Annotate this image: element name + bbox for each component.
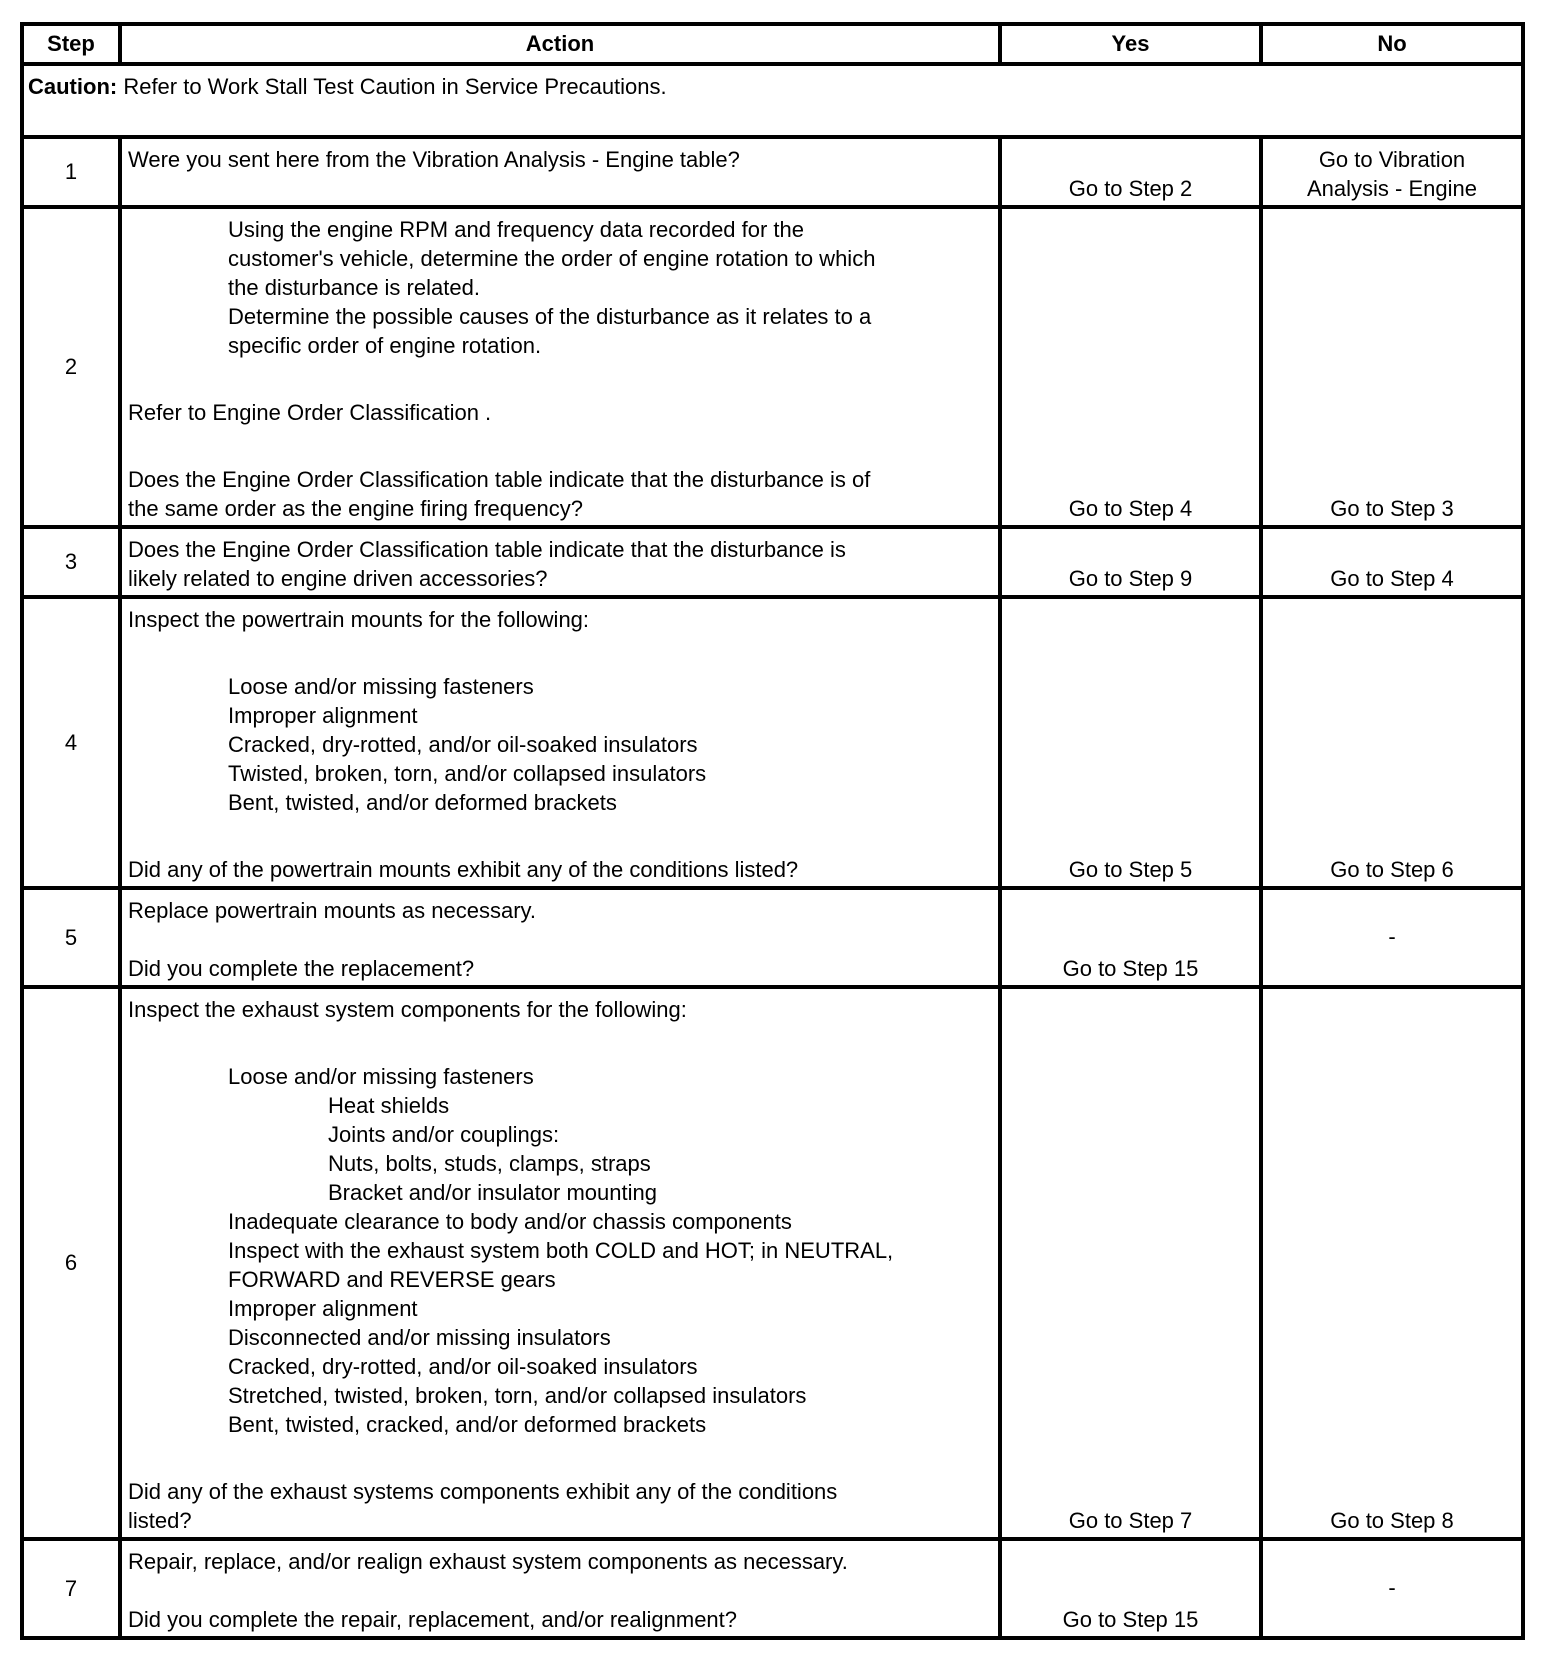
caution-label: Caution: bbox=[28, 74, 118, 99]
action-line: Replace powertrain mounts as necessary. bbox=[128, 898, 537, 923]
action-text: Were you sent here from the Vibration Analysis - Engine table? bbox=[128, 147, 740, 172]
diagnostic-table bbox=[20, 22, 1525, 1640]
caution-text: Refer to Work Stall Test Caution in Service Precautions. bbox=[117, 74, 667, 99]
action-line: specific order of engine rotation. bbox=[228, 333, 542, 358]
sub-list-item: Nuts, bolts, studs, clamps, straps bbox=[328, 1151, 651, 1176]
no-cell: - bbox=[1261, 1539, 1523, 1638]
header-row bbox=[22, 24, 1523, 64]
list-item: Twisted, broken, torn, and/or collapsed insulators bbox=[228, 761, 707, 786]
header-yes: Yes bbox=[1000, 24, 1261, 64]
sub-list-item: Heat shields bbox=[328, 1093, 450, 1118]
sub-list-item: Joints and/or couplings: bbox=[328, 1122, 560, 1147]
list-item: Bent, twisted, cracked, and/or deformed brackets bbox=[228, 1412, 707, 1437]
header-no: No bbox=[1261, 24, 1523, 64]
list-item: Bent, twisted, and/or deformed brackets bbox=[228, 790, 617, 815]
list-item: Improper alignment bbox=[228, 703, 418, 728]
table-row bbox=[22, 888, 1523, 987]
yes-cell: Go to Step 9 bbox=[1000, 527, 1261, 597]
step-number: 3 bbox=[22, 527, 120, 597]
step-number: 1 bbox=[22, 137, 120, 207]
no-cell: Go to Step 6 bbox=[1261, 597, 1523, 888]
step-number: 6 bbox=[22, 987, 120, 1539]
action-line: Determine the possible causes of the disturbance as it relates to a bbox=[228, 304, 872, 329]
action-intro: Inspect the powertrain mounts for the following: bbox=[128, 607, 590, 632]
action-line: customer's vehicle, determine the order of engine rotation to which bbox=[228, 246, 876, 271]
question-line: Did you complete the replacement? bbox=[128, 956, 475, 981]
no-cell: - bbox=[1261, 888, 1523, 987]
question-line: Does the Engine Order Classification table indicate that the disturbance is of bbox=[128, 467, 871, 492]
list-item: Inspect with the exhaust system both COLD and HOT; in NEUTRAL, bbox=[228, 1238, 894, 1263]
list-item: Disconnected and/or missing insulators bbox=[228, 1325, 611, 1350]
caution-cell bbox=[22, 64, 1523, 137]
header-step: Step bbox=[22, 24, 120, 64]
list-item: Loose and/or missing fasteners bbox=[228, 1064, 534, 1089]
action-cell bbox=[120, 888, 1000, 987]
list-item: Loose and/or missing fasteners bbox=[228, 674, 534, 699]
action-line: the disturbance is related. bbox=[228, 275, 480, 300]
yes-cell: Go to Step 15 bbox=[1000, 888, 1261, 987]
action-line: Repair, replace, and/or realign exhaust system components as necessary. bbox=[128, 1549, 848, 1574]
action-cell bbox=[120, 987, 1000, 1539]
no-text-line: Go to Vibration bbox=[1318, 147, 1466, 172]
step-number: 7 bbox=[22, 1539, 120, 1638]
step-number: 4 bbox=[22, 597, 120, 888]
list-item: Cracked, dry-rotted, and/or oil-soaked insulators bbox=[228, 732, 698, 757]
question-line: Did any of the powertrain mounts exhibit any of the conditions listed? bbox=[128, 857, 799, 882]
refer-text: Refer to Engine Order Classification . bbox=[128, 400, 492, 425]
step-number: 2 bbox=[22, 207, 120, 527]
list-item: Cracked, dry-rotted, and/or oil-soaked insulators bbox=[228, 1354, 698, 1379]
list-item: FORWARD and REVERSE gears bbox=[228, 1267, 556, 1292]
question-line: likely related to engine driven accessories? bbox=[128, 566, 548, 591]
no-text-line: Analysis - Engine bbox=[1307, 176, 1477, 201]
question-line: listed? bbox=[128, 1508, 192, 1533]
yes-cell: Go to Step 2 bbox=[1000, 137, 1261, 207]
indented-block bbox=[128, 215, 992, 360]
sub-list bbox=[228, 1091, 992, 1207]
no-cell bbox=[1261, 137, 1523, 207]
list-item: Inadequate clearance to body and/or chassis components bbox=[228, 1209, 792, 1234]
step-number: 5 bbox=[22, 888, 120, 987]
action-cell bbox=[120, 137, 1000, 207]
yes-cell: Go to Step 15 bbox=[1000, 1539, 1261, 1638]
table-row bbox=[22, 987, 1523, 1539]
question-line: Does the Engine Order Classification table indicate that the disturbance is bbox=[128, 537, 846, 562]
action-line: Using the engine RPM and frequency data recorded for the bbox=[228, 217, 805, 242]
sub-list-item: Bracket and/or insulator mounting bbox=[328, 1180, 657, 1205]
table-row bbox=[22, 527, 1523, 597]
condition-list bbox=[128, 1062, 992, 1439]
list-item: Stretched, twisted, broken, torn, and/or collapsed insulators bbox=[228, 1383, 807, 1408]
table-row bbox=[22, 597, 1523, 888]
table-row bbox=[22, 137, 1523, 207]
table-row bbox=[22, 1539, 1523, 1638]
yes-cell: Go to Step 4 bbox=[1000, 207, 1261, 527]
action-cell bbox=[120, 527, 1000, 597]
action-intro: Inspect the exhaust system components for the following: bbox=[128, 997, 687, 1022]
no-cell: Go to Step 8 bbox=[1261, 987, 1523, 1539]
question-line: Did any of the exhaust systems components exhibit any of the conditions bbox=[128, 1479, 838, 1504]
condition-list bbox=[128, 672, 992, 817]
action-cell bbox=[120, 1539, 1000, 1638]
table-row bbox=[22, 207, 1523, 527]
question-line: Did you complete the repair, replacement, and/or realignment? bbox=[128, 1607, 738, 1632]
no-cell: Go to Step 4 bbox=[1261, 527, 1523, 597]
yes-cell: Go to Step 5 bbox=[1000, 597, 1261, 888]
header-action: Action bbox=[120, 24, 1000, 64]
action-cell bbox=[120, 207, 1000, 527]
action-cell bbox=[120, 597, 1000, 888]
list-item: Improper alignment bbox=[228, 1296, 418, 1321]
caution-row bbox=[22, 64, 1523, 137]
yes-cell: Go to Step 7 bbox=[1000, 987, 1261, 1539]
no-cell: Go to Step 3 bbox=[1261, 207, 1523, 527]
question-line: the same order as the engine firing frequency? bbox=[128, 496, 583, 521]
